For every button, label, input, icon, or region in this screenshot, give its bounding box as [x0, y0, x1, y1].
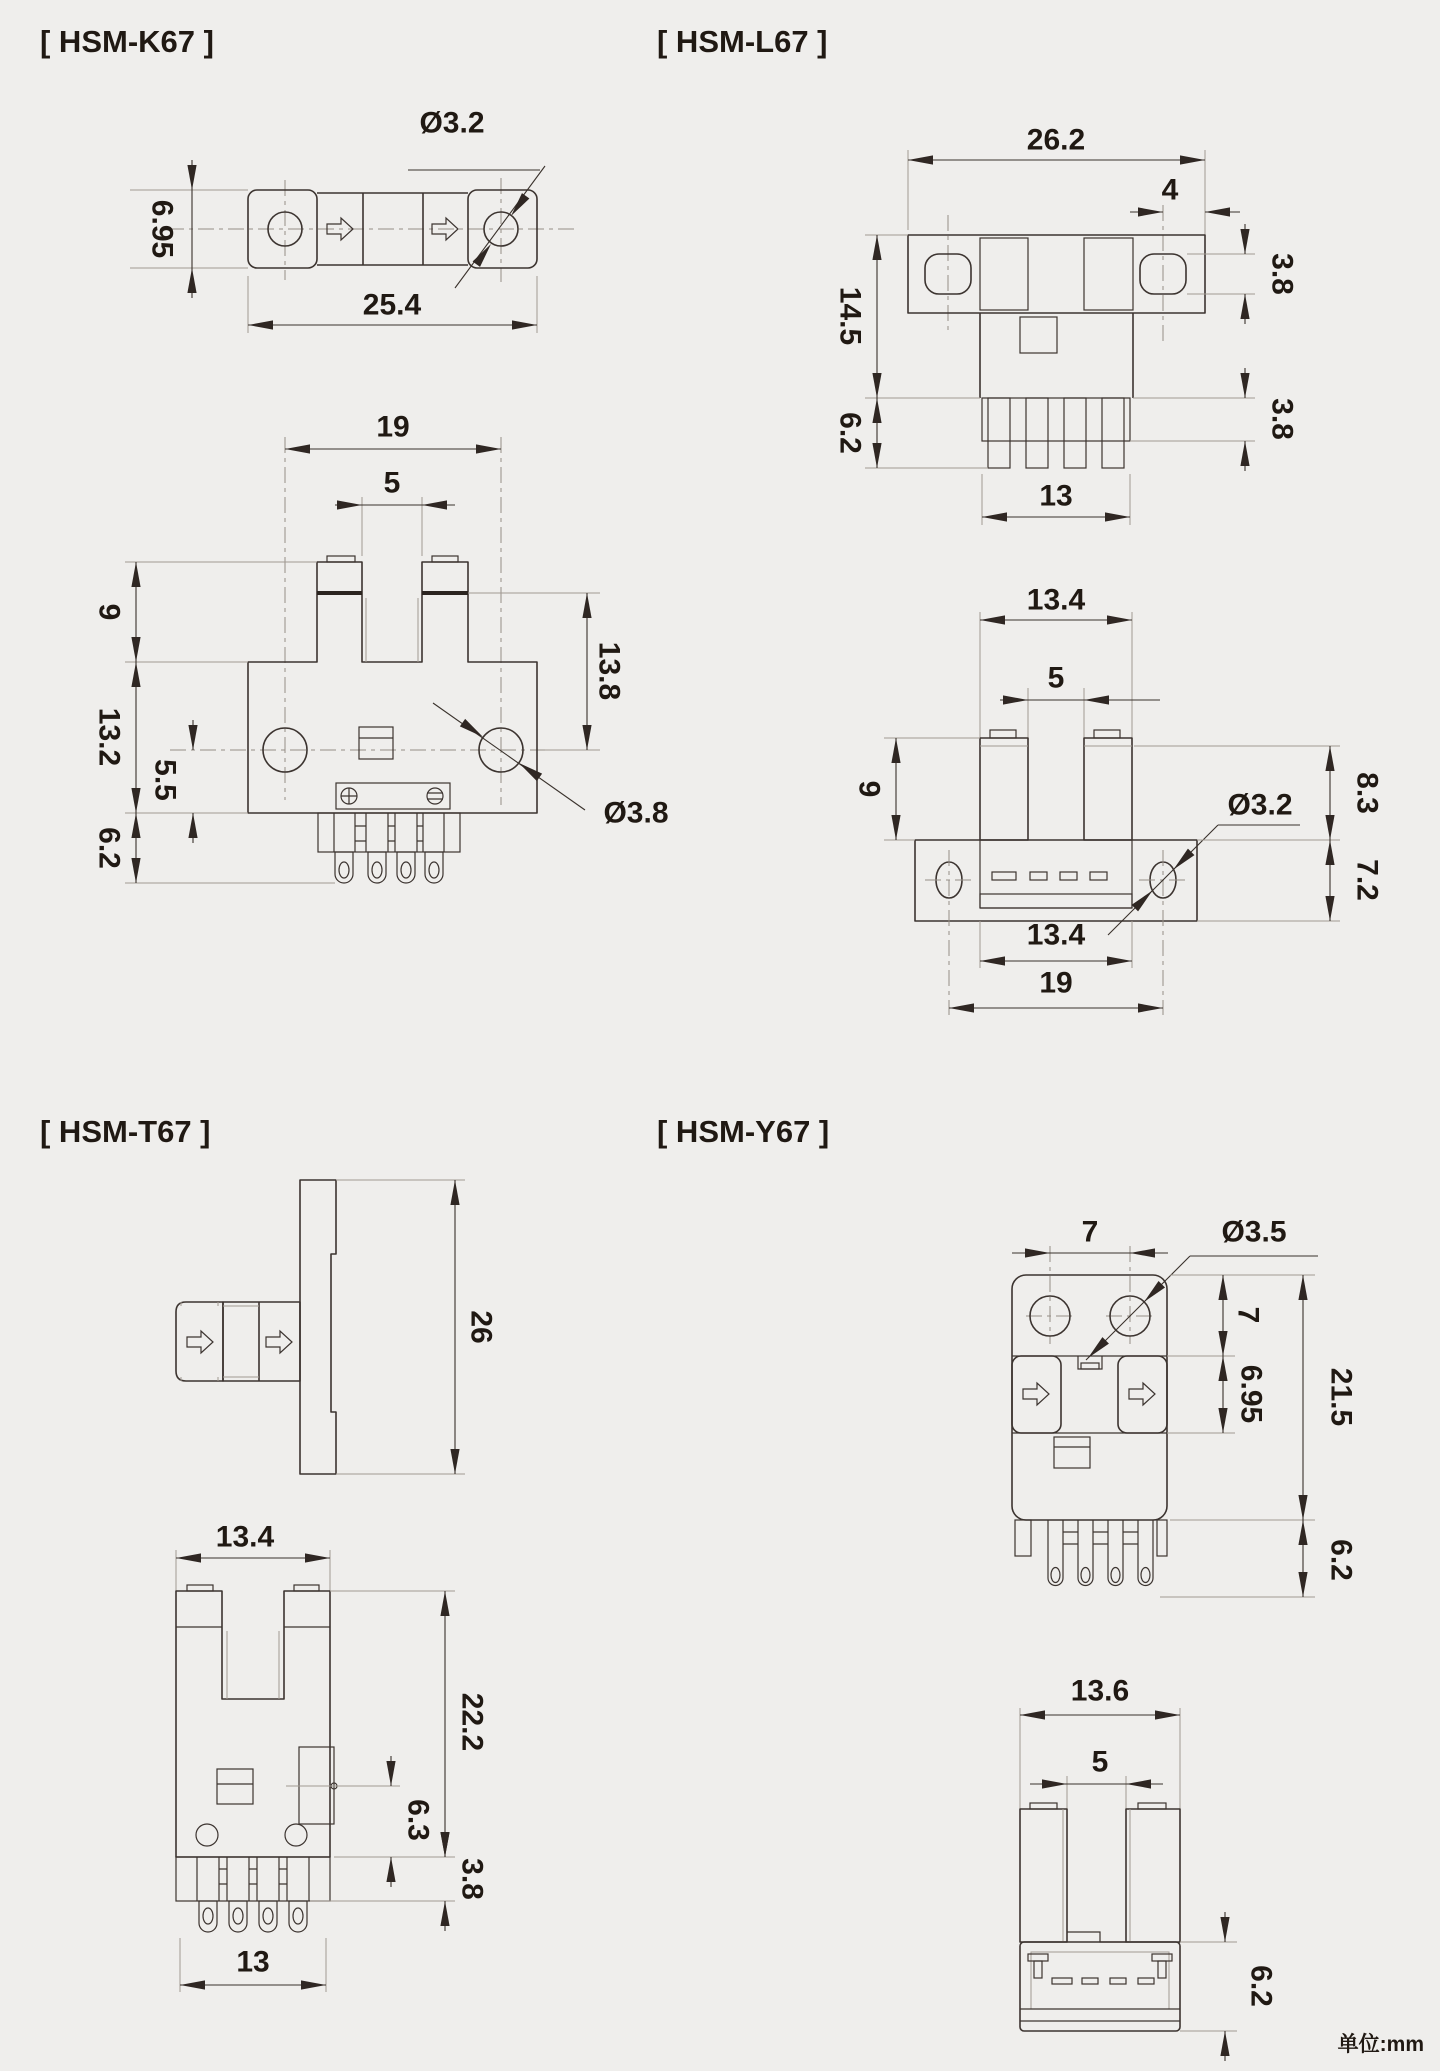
y67-emitter-block-left	[1012, 1356, 1061, 1433]
dim-k67-top-width: 25.4	[362, 288, 422, 322]
k67-front-view	[93, 411, 669, 884]
dim-y67-pin-height: 6.2	[1324, 1539, 1358, 1581]
panel-title-y67: [ HSM-Y67 ]	[657, 1114, 830, 1149]
dim-l67-pin-span: 13	[1039, 479, 1073, 513]
dim-y67-mid-height: 6.95	[1234, 1364, 1268, 1424]
l67-top-view	[834, 124, 1299, 526]
dim-l67-hole-offset: 4	[1161, 173, 1179, 207]
panel-title-k67: [ HSM-K67 ]	[40, 24, 214, 59]
dim-l67-hole-height: 3.8	[1265, 253, 1299, 295]
k67-front-body	[248, 562, 537, 813]
y67-prong-right	[1126, 1809, 1180, 1942]
y67-body	[1012, 1275, 1167, 1520]
emitter-arrow-icon	[1023, 1383, 1049, 1405]
y67-base	[1020, 1942, 1180, 2031]
dim-t67-hole-offset: 6.3	[401, 1799, 435, 1841]
dim-l67-height: 14.5	[833, 286, 867, 346]
dim-k67-front-width: 19	[376, 410, 410, 444]
y67-prong-left	[1020, 1809, 1067, 1942]
t67-pins	[176, 1857, 330, 1932]
dim-y67-height: 21.5	[1324, 1367, 1358, 1427]
l67-top-bar	[908, 235, 1205, 313]
t67-plate	[300, 1180, 336, 1474]
dim-t67-height: 26	[464, 1310, 498, 1344]
dim-l67-bot-hole-dia: Ø3.2	[1227, 788, 1293, 822]
dim-y67-bot-width: 13.6	[1070, 1674, 1130, 1708]
t67-block-cap	[176, 1302, 223, 1381]
screw-slot-icon	[427, 788, 443, 804]
l67-pins	[982, 398, 1130, 468]
dim-l67-slot-width: 5	[1047, 661, 1065, 695]
dim-y67-base-height: 6.2	[1244, 1965, 1278, 2007]
dim-l67-hole-span: 19	[1039, 966, 1073, 1000]
l67-bottom-view	[853, 584, 1384, 1016]
emitter-arrow-icon	[187, 1331, 213, 1353]
l67-sensor-window	[1020, 317, 1057, 353]
l67-prong-right	[1084, 738, 1132, 840]
dim-t67-width: 13.4	[215, 1520, 275, 1554]
dim-t67-shoulder-height: 3.8	[455, 1858, 489, 1900]
y67-tab	[1054, 1437, 1090, 1468]
dim-y67-slot-width: 5	[1091, 1745, 1109, 1779]
panel-title-l67: [ HSM-L67 ]	[657, 24, 828, 59]
dim-t67-body-height: 22.2	[455, 1692, 489, 1752]
k67-top-view	[130, 107, 575, 334]
dim-k67-top-height: 6.95	[145, 199, 179, 259]
panel-title-t67: [ HSM-T67 ]	[40, 1114, 211, 1149]
dim-y67-hole-span: 7	[1081, 1215, 1099, 1249]
dim-l67-depth-a: 8.3	[1350, 772, 1384, 814]
dim-y67-top-height: 7	[1231, 1306, 1265, 1324]
dim-l67-top-width: 26.2	[1026, 123, 1086, 157]
dim-k67-top-hole-dia: Ø3.2	[419, 106, 485, 140]
dim-l67-bot-width: 13.4	[1026, 583, 1086, 617]
dim-t67-pin-span: 13	[236, 1945, 270, 1979]
t67-front-body	[176, 1591, 330, 1857]
dim-k67-prong-height: 9	[92, 603, 126, 621]
dim-k67-body-height: 13.2	[92, 707, 126, 767]
dim-k67-pin-height: 6.2	[92, 827, 126, 869]
panel-hsm-y67	[657, 1114, 1358, 2061]
y67-pins	[1015, 1520, 1167, 1586]
l67-prong-left	[980, 738, 1028, 840]
dim-l67-prong-height: 9	[852, 780, 886, 798]
emitter-arrow-icon	[1129, 1383, 1155, 1405]
dim-l67-bot-width2: 13.4	[1026, 918, 1086, 952]
dim-l67-pin-height: 6.2	[833, 412, 867, 454]
y67-emitter-block-right	[1118, 1356, 1167, 1433]
panel-hsm-t67	[40, 1114, 498, 1992]
dim-k67-slot-width: 5	[383, 466, 401, 500]
t67-block	[223, 1302, 300, 1381]
dim-k67-hole-offset: 5.5	[148, 759, 182, 801]
dim-l67-depth-b: 7.2	[1350, 859, 1384, 901]
dim-l67-shoulder-height: 3.8	[1265, 398, 1299, 440]
t67-side-view	[176, 1180, 498, 1474]
emitter-arrow-icon	[266, 1331, 292, 1353]
y67-front-view	[1012, 1216, 1358, 1598]
t67-front-view	[176, 1521, 489, 1993]
k67-pins	[318, 813, 460, 883]
y67-bottom-view	[1020, 1675, 1278, 2062]
dim-k67-front-hole-dia: Ø3.8	[603, 796, 669, 830]
unit-note: 单位:mm	[1337, 2033, 1424, 2056]
dim-y67-hole-dia: Ø3.5	[1221, 1215, 1287, 1249]
panel-hsm-k67	[40, 24, 669, 883]
k67-sensor-window	[359, 727, 393, 759]
panel-hsm-l67	[657, 24, 1384, 1015]
dim-k67-inner-height: 13.8	[592, 641, 626, 701]
